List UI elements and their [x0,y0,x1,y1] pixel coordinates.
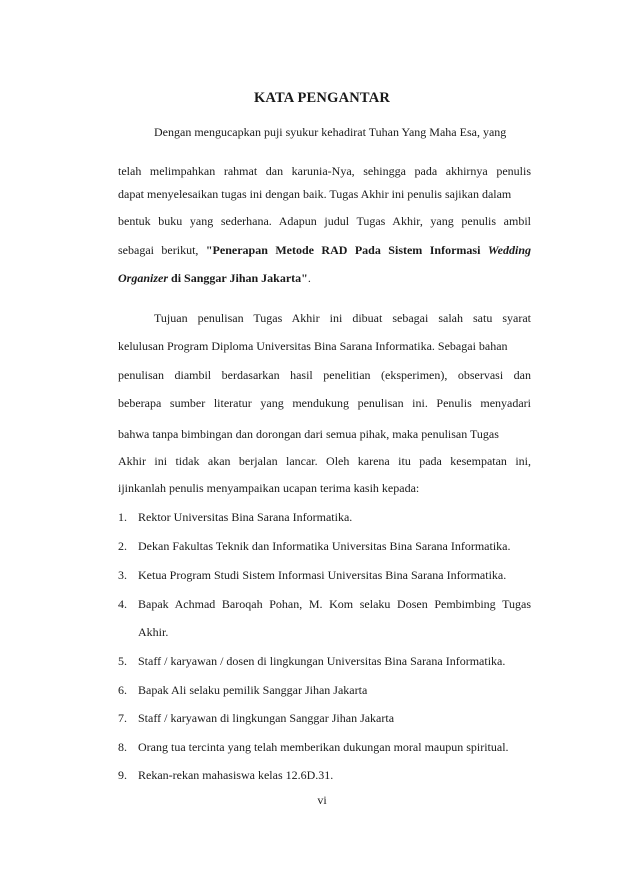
paragraph-1-line-4: bentuk buku yang sederhana. Adapun judul Tugas Akhir, yang penulis ambil [118,214,531,228]
thesis-title-part-2: di Sanggar Jihan Jakarta" [168,271,308,285]
list-text: Ketua Program Studi Sistem Informasi Universitas Bina Sarana Informatika. [138,568,507,582]
paragraph-1-line-2: telah melimpahkan rahmat dan karunia-Nya, sehingga pada akhirnya penulis [118,164,531,178]
paragraph-2-line-7: ijinkanlah penulis menyampaikan ucapan terima kasih kepada: [118,481,420,495]
paragraph-1-line-1: Dengan mengucapkan puji syukur kehadirat Tuhan Yang Maha Esa, yang [154,125,507,139]
list-text: Rekan-rekan mahasiswa kelas 12.6D.31. [138,768,334,782]
paragraph-1-line-6 [118,270,531,286]
list-number: 6. [118,683,127,697]
paragraph-2-line-2: kelulusan Program Diploma Universitas Bina Sarana Informatika. Sebagai bahan [118,339,508,353]
list-number: 2. [118,539,127,553]
paragraph-1-line-3: dapat menyelesaikan tugas ini dengan baik. Tugas Akhir ini penulis sajikan dalam [118,187,512,201]
list-number: 1. [118,510,127,524]
thesis-title-organizer: Organizer [118,271,169,285]
paragraph-2-line-1: Tujuan penulisan Tugas Akhir ini dibuat sebagai salah satu syarat [154,311,531,325]
list-text: Orang tua tercinta yang telah memberikan dukungan moral maupun spiritual. [138,740,509,754]
paragraph-2-line-3: penulisan diambil berdasarkan hasil penelitian (eksperimen), observasi dan [118,368,531,382]
list-number: 8. [118,740,127,754]
paragraph-2-line-6: Akhir ini tidak akan berjalan lancar. Oleh karena itu pada kesempatan ini, [118,454,531,468]
paragraph-1-line-5 [118,242,531,258]
paragraph-2-line-5: bahwa tanpa bimbingan dan dorongan dari semua pihak, maka penulisan Tugas [118,427,499,441]
list-text: Bapak Ali selaku pemilik Sanggar Jihan Jakarta [138,683,368,697]
list-number: 3. [118,568,127,582]
page-number: vi [317,793,327,807]
line-5-prefix: sebagai berikut, [118,243,206,257]
list-text-continuation: Akhir. [138,625,169,639]
page-title: KATA PENGANTAR [253,90,391,106]
list-number: 4. [118,597,127,611]
list-number: 5. [118,654,127,668]
paragraph-2-line-4: beberapa sumber literatur yang mendukung penulisan ini. Penulis menyadari [118,396,531,410]
line-6-suffix: . [307,271,311,285]
list-text: Staff / karyawan / dosen di lingkungan Universitas Bina Sarana Informatika. [138,654,506,668]
list-text: Rektor Universitas Bina Sarana Informatika. [138,510,353,524]
list-text: Bapak Achmad Baroqah Pohan, M. Kom selaku Dosen Pembimbing Tugas [138,597,531,611]
thesis-title-wedding: Wedding [487,243,531,257]
list-text: Dekan Fakultas Teknik dan Informatika Universitas Bina Sarana Informatika. [138,539,511,553]
list-text: Staff / karyawan di lingkungan Sanggar Jihan Jakarta [138,711,395,725]
list-number: 7. [118,711,127,725]
list-number: 9. [118,768,127,782]
thesis-title-part-1: "Penerapan Metode RAD Pada Sistem Informasi [205,243,488,257]
